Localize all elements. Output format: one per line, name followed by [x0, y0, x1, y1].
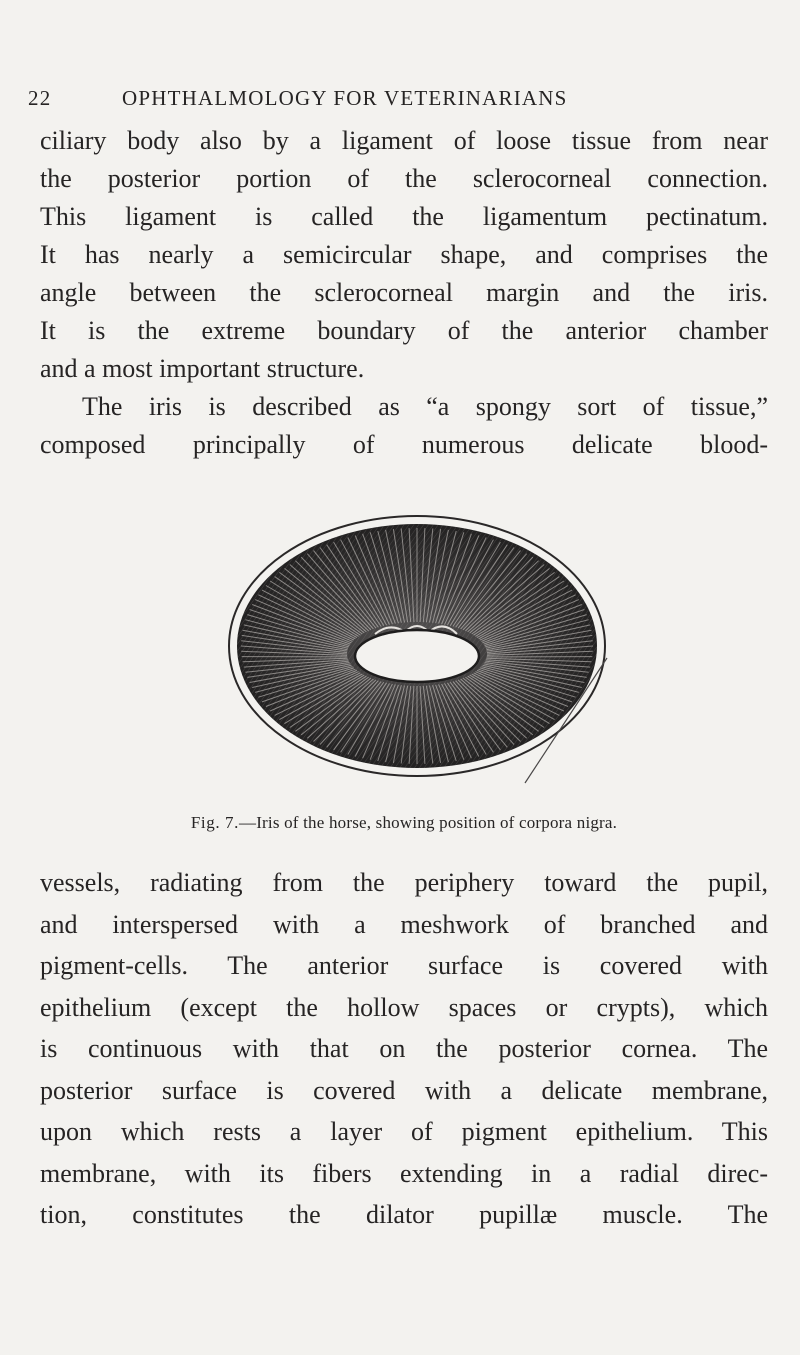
page-header	[28, 86, 768, 116]
text-line: composed principally of numerous delicate blood-	[40, 430, 768, 459]
iris-illustration	[225, 508, 615, 793]
text-line: This ligament is called the ligamentum pectinatum.	[40, 202, 768, 231]
text-line: upon which rests a layer of pigment epithelium. This	[40, 1117, 768, 1146]
paragraph-ligamentum	[40, 122, 768, 388]
text-line: It has nearly a semicircular shape, and comprises the	[40, 240, 768, 269]
text-line: epithelium (except the hollow spaces or crypts), which	[40, 992, 768, 1022]
paragraph-iris-intro	[40, 388, 768, 464]
text-line: tion, constitutes the dilator pupillæ muscle. The	[40, 1200, 768, 1229]
paragraph-iris-structure	[40, 862, 768, 1236]
running-title: OPHTHALMOLOGY FOR VETERINARIANS	[122, 86, 568, 110]
text-line: is continuous with that on the posterior cornea. The	[40, 1034, 768, 1063]
page-number: 22	[28, 86, 52, 110]
figure-caption	[40, 813, 768, 833]
text-line: pigment-cells. The anterior surface is covered with	[40, 951, 768, 980]
text-line: The iris is described as “a spongy sort of tissue,”	[82, 392, 768, 421]
pupil	[355, 630, 479, 682]
text-line: and interspersed with a meshwork of branched and	[40, 909, 768, 939]
text-line: vessels, radiating from the periphery toward the pupil,	[40, 868, 768, 897]
text-line: ciliary body also by a ligament of loose tissue from near	[40, 126, 768, 155]
text-line: membrane, with its fibers extending in a radial direc-	[40, 1158, 768, 1188]
text-line: It is the extreme boundary of the anterior chamber	[40, 316, 768, 345]
figure-label: Fig. 7.	[190, 813, 239, 832]
figure-caption-text: —Iris of the horse, showing position of corpora nigra.	[239, 813, 618, 832]
text-line: the posterior portion of the sclerocorneal connection.	[40, 164, 768, 193]
text-line: angle between the sclerocorneal margin and the iris.	[40, 278, 768, 307]
text-line: and a most important structure.	[40, 354, 365, 383]
text-line: posterior surface is covered with a delicate membrane,	[40, 1075, 768, 1105]
